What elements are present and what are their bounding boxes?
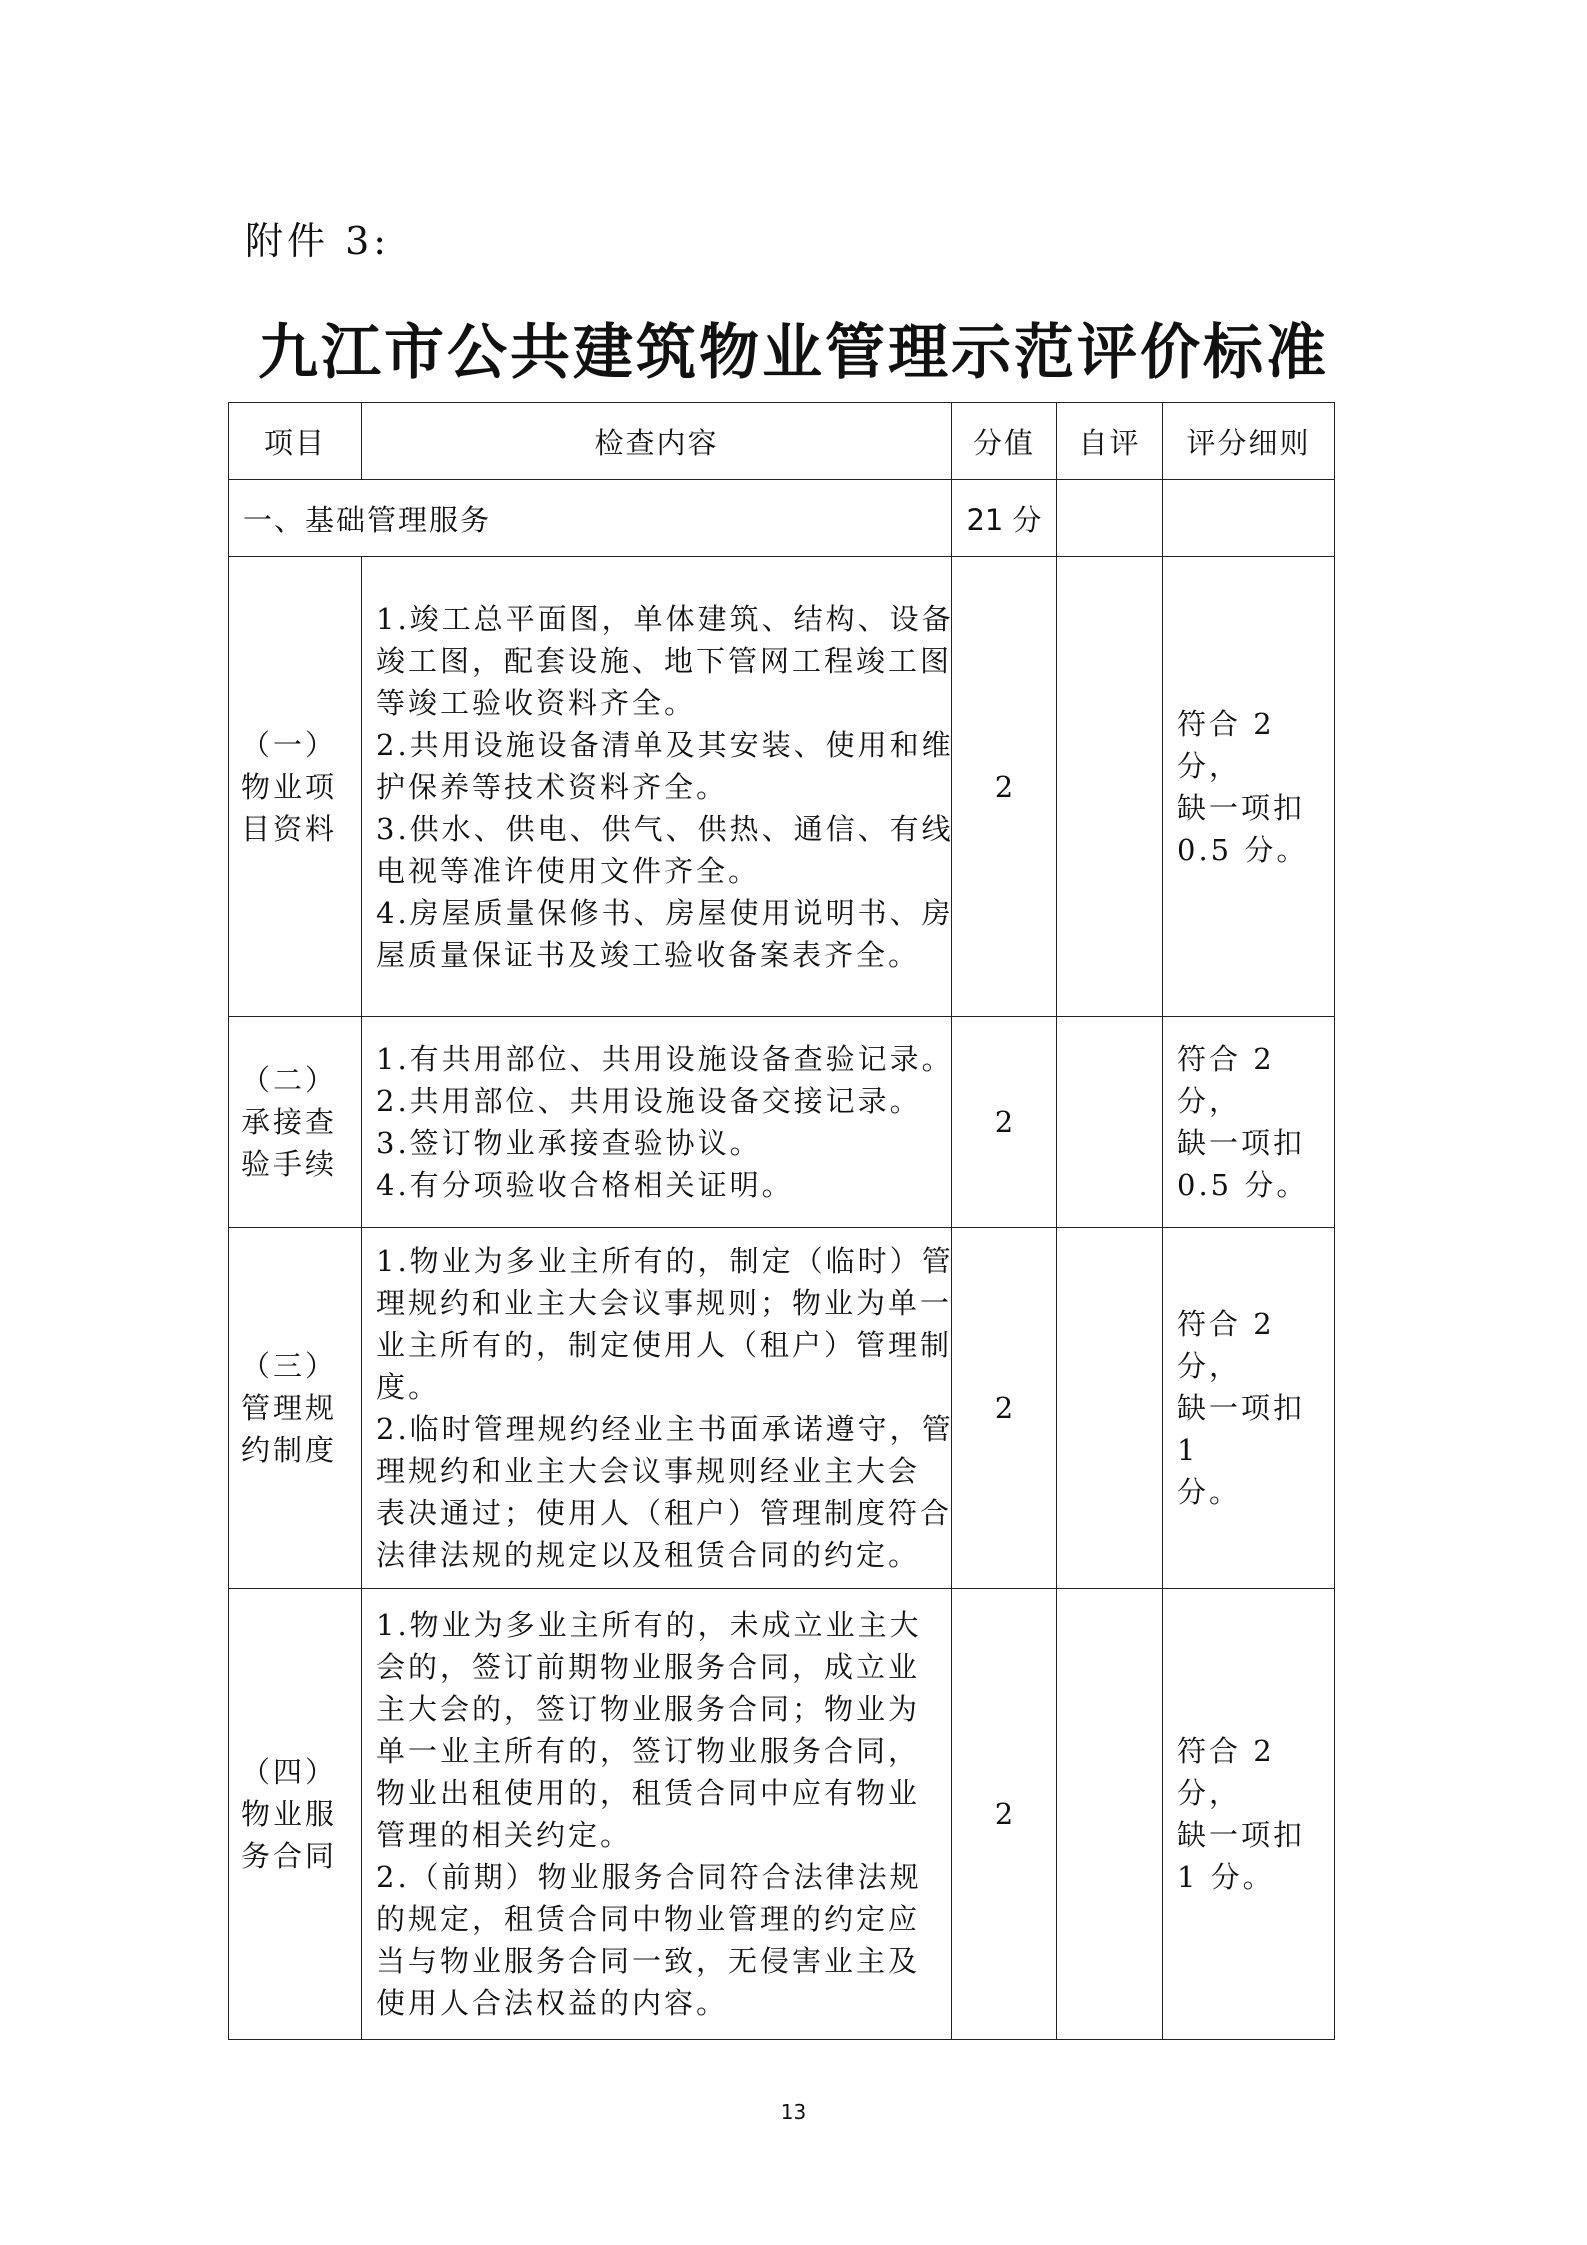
evaluation-table bbox=[228, 402, 1335, 2040]
table-row bbox=[229, 557, 1335, 1017]
content-line: 3.供水、供电、供气、供热、通信、有线 bbox=[376, 811, 954, 846]
header-item: 项目 bbox=[229, 403, 362, 480]
section-self-eval bbox=[1057, 480, 1163, 557]
row-score: 2 bbox=[952, 1589, 1057, 2040]
header-content: 检查内容 bbox=[362, 403, 952, 480]
row-rule: 符合 2 分， 缺一项扣 1 分。 bbox=[1163, 1589, 1335, 2040]
content-line: 电视等准许使用文件齐全。 bbox=[376, 853, 761, 888]
content-line: 单一业主所有的，签订物业服务合同， bbox=[376, 1734, 921, 1768]
row-content bbox=[362, 1228, 952, 1589]
section-score: 21 分 bbox=[952, 480, 1057, 557]
row-item: （四）物业服务合同 bbox=[229, 1589, 362, 2040]
content-line: 1.物业为多业主所有的，制定（临时）管 bbox=[376, 1244, 954, 1278]
row-item: （一）物业项目资料 bbox=[229, 557, 362, 1017]
row-rule: 符合 2 分， 缺一项扣 0.5 分。 bbox=[1163, 557, 1335, 1017]
content-line: 3.签订物业承接查验协议。 bbox=[376, 1126, 762, 1160]
content-line: 理规约和业主大会议事规则；物业为单一 bbox=[376, 1286, 953, 1320]
header-self-eval: 自评 bbox=[1057, 403, 1163, 480]
section-title: 一、基础管理服务 bbox=[229, 480, 952, 557]
header-score: 分值 bbox=[952, 403, 1057, 480]
content-line: 4.有分项验收合格相关证明。 bbox=[376, 1168, 794, 1202]
content-line: 1.有共用部位、共用设施设备查验记录。 bbox=[376, 1042, 954, 1076]
content-line: 护保养等技术资料齐全。 bbox=[376, 769, 729, 804]
content-line: 1.物业为多业主所有的，未成立业主大 bbox=[376, 1608, 922, 1642]
content-line: 表决通过；使用人（租户）管理制度符合 bbox=[376, 1496, 953, 1530]
table-row bbox=[229, 1589, 1335, 2040]
section-rules bbox=[1163, 480, 1335, 557]
table-header-row bbox=[229, 403, 1335, 480]
content-line: 当与物业服务合同一致，无侵害业主及 bbox=[376, 1944, 921, 1978]
row-rule: 符合 2 分， 缺一项扣 1 分。 bbox=[1163, 1228, 1335, 1589]
content-line: 1.竣工总平面图，单体建筑、结构、设备 bbox=[376, 601, 954, 636]
content-line: 使用人合法权益的内容。 bbox=[376, 1986, 729, 2020]
content-line: 理规约和业主大会议事规则经业主大会 bbox=[376, 1454, 921, 1488]
row-score: 2 bbox=[952, 1228, 1057, 1589]
section-row bbox=[229, 480, 1335, 557]
row-self-eval bbox=[1057, 1589, 1163, 2040]
table-row bbox=[229, 1228, 1335, 1589]
content-line: 屋质量保证书及竣工验收备案表齐全。 bbox=[376, 937, 921, 972]
row-self-eval bbox=[1057, 1228, 1163, 1589]
row-content bbox=[362, 557, 952, 1017]
row-content bbox=[362, 1017, 952, 1228]
content-line: 2.（前期）物业服务合同符合法律法规 bbox=[376, 1860, 922, 1894]
header-rules: 评分细则 bbox=[1163, 403, 1335, 480]
content-line: 管理的相关约定。 bbox=[376, 1818, 633, 1852]
content-line: 2.临时管理规约经业主书面承诺遵守，管 bbox=[376, 1412, 954, 1446]
row-score: 2 bbox=[952, 557, 1057, 1017]
content-line: 度。 bbox=[376, 1370, 441, 1404]
row-score: 2 bbox=[952, 1017, 1057, 1228]
content-line: 等竣工验收资料齐全。 bbox=[376, 685, 697, 720]
row-self-eval bbox=[1057, 1017, 1163, 1228]
row-content bbox=[362, 1589, 952, 2040]
content-line: 会的，签订前期物业服务合同，成立业 bbox=[376, 1650, 921, 1684]
page-number: 13 bbox=[780, 2100, 807, 2124]
content-line: 竣工图，配套设施、地下管网工程竣工图 bbox=[376, 643, 953, 678]
content-line: 主大会的，签订物业服务合同；物业为 bbox=[376, 1692, 921, 1726]
content-line: 物业出租使用的，租赁合同中应有物业 bbox=[376, 1776, 921, 1810]
content-line: 法律法规的规定以及租赁合同的约定。 bbox=[376, 1538, 921, 1572]
row-item: （三）管理规约制度 bbox=[229, 1228, 362, 1589]
row-self-eval bbox=[1057, 557, 1163, 1017]
content-line: 业主所有的，制定使用人（租户）管理制 bbox=[376, 1328, 953, 1362]
document-title: 九江市公共建筑物业管理示范评价标准 bbox=[258, 318, 1329, 388]
content-line: 2.共用设施设备清单及其安装、使用和维 bbox=[376, 727, 954, 762]
attachment-label: 附件 3: bbox=[245, 219, 391, 263]
content-line: 4.房屋质量保修书、房屋使用说明书、房 bbox=[376, 895, 954, 930]
row-item: （二）承接查验手续 bbox=[229, 1017, 362, 1228]
content-line: 2.共用部位、共用设施设备交接记录。 bbox=[376, 1084, 922, 1118]
row-rule: 符合 2 分， 缺一项扣 0.5 分。 bbox=[1163, 1017, 1335, 1228]
content-line: 的规定，租赁合同中物业管理的约定应 bbox=[376, 1902, 921, 1936]
table-row bbox=[229, 1017, 1335, 1228]
